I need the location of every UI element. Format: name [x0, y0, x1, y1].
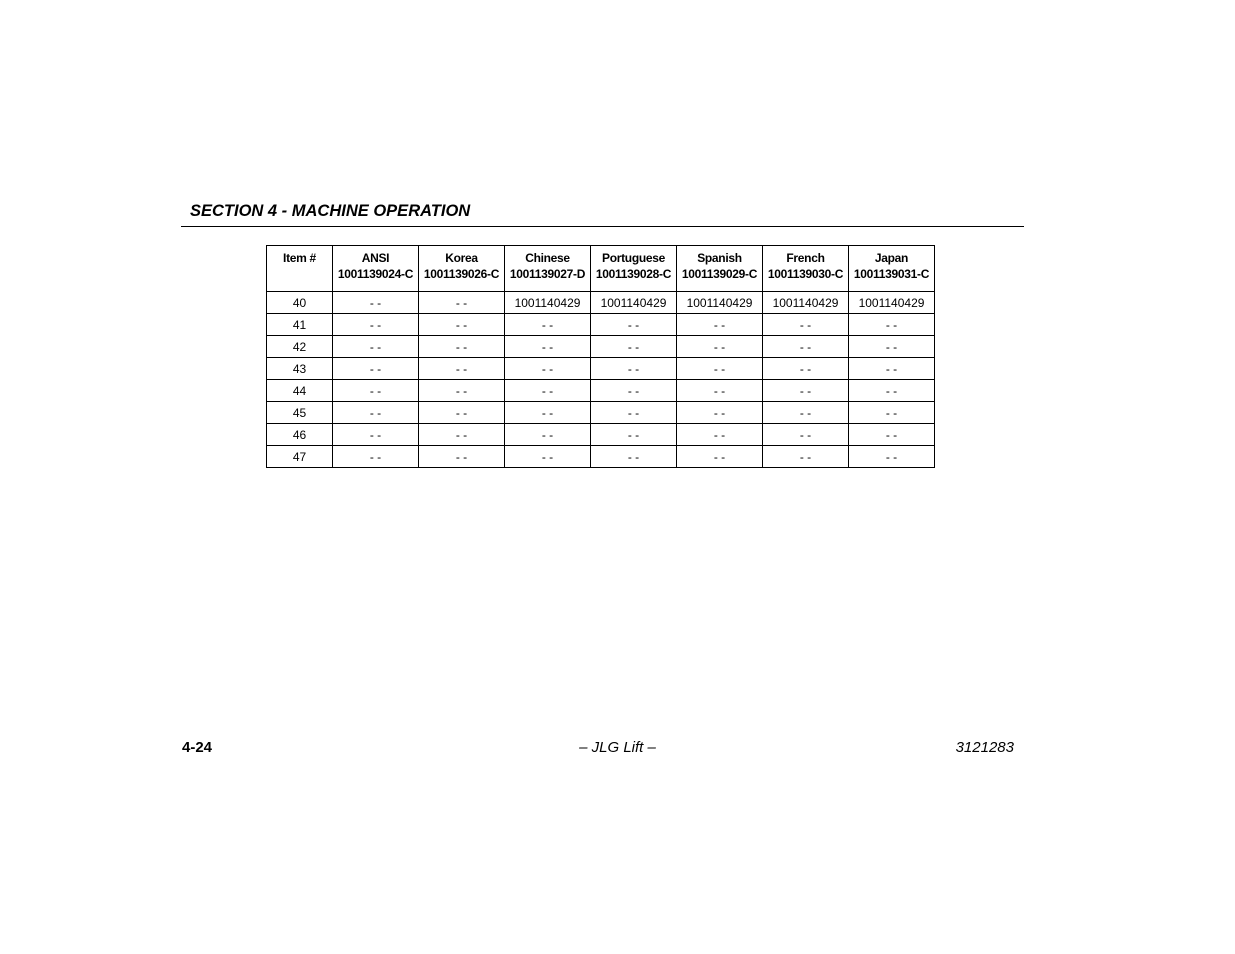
part-number-cell: - - [763, 314, 849, 336]
part-number-cell: - - [763, 446, 849, 468]
part-number-cell: - - [763, 424, 849, 446]
item-number-cell: 40 [267, 292, 333, 314]
part-number-cell: - - [763, 336, 849, 358]
part-number-cell: 1001140429 [505, 292, 591, 314]
part-number-cell: - - [677, 402, 763, 424]
table-row [267, 358, 935, 380]
header-rule [181, 226, 1024, 227]
part-number-cell: - - [419, 336, 505, 358]
table-row [267, 314, 935, 336]
part-number-cell: - - [763, 380, 849, 402]
part-number-cell: 1001140429 [677, 292, 763, 314]
part-number-cell: - - [849, 336, 935, 358]
part-number-cell: - - [677, 358, 763, 380]
part-number-cell: - - [419, 358, 505, 380]
part-number-cell: - - [505, 402, 591, 424]
part-number-cell: - - [333, 402, 419, 424]
part-number-cell: - - [849, 446, 935, 468]
item-number-cell: 47 [267, 446, 333, 468]
document-number: 3121283 [955, 739, 1014, 756]
part-number-cell: - - [763, 402, 849, 424]
part-number-cell: - - [419, 380, 505, 402]
part-number-cell: - - [591, 336, 677, 358]
column-header: Korea 1001139026-C [419, 246, 505, 292]
part-number-cell: - - [849, 402, 935, 424]
item-column-header: Item # [267, 246, 333, 292]
part-number-cell: - - [419, 314, 505, 336]
part-number-cell: - - [591, 402, 677, 424]
table-row [267, 292, 935, 314]
part-number-cell: - - [419, 446, 505, 468]
part-number-cell: - - [333, 292, 419, 314]
part-number-cell: - - [505, 380, 591, 402]
part-number-cell: - - [591, 358, 677, 380]
table-row [267, 336, 935, 358]
column-header: Portuguese 1001139028-C [591, 246, 677, 292]
part-number-cell: - - [849, 380, 935, 402]
part-number-cell: - - [505, 358, 591, 380]
part-number-cell: - - [505, 446, 591, 468]
table-header-row [267, 246, 935, 292]
item-number-cell: 43 [267, 358, 333, 380]
column-header: Spanish 1001139029-C [677, 246, 763, 292]
table-body [267, 292, 935, 468]
item-number-cell: 42 [267, 336, 333, 358]
column-header: Chinese 1001139027-D [505, 246, 591, 292]
column-header: ANSI 1001139024-C [333, 246, 419, 292]
table-row [267, 424, 935, 446]
part-number-cell: 1001140429 [763, 292, 849, 314]
part-number-cell: - - [333, 380, 419, 402]
part-number-cell: - - [419, 424, 505, 446]
part-number-cell: - - [677, 446, 763, 468]
part-number-cell: - - [333, 314, 419, 336]
page-number: 4-24 [182, 739, 213, 756]
part-number-cell: 1001140429 [849, 292, 935, 314]
part-number-cell: - - [333, 446, 419, 468]
part-number-cell: - - [419, 402, 505, 424]
footer-title: – JLG Lift – [579, 739, 656, 756]
part-number-cell: - - [849, 314, 935, 336]
part-number-cell: - - [419, 292, 505, 314]
part-number-cell: - - [591, 446, 677, 468]
part-number-cell: - - [333, 358, 419, 380]
column-header: French 1001139030-C [763, 246, 849, 292]
part-number-cell: - - [677, 314, 763, 336]
part-number-cell: - - [849, 358, 935, 380]
part-number-cell: - - [591, 424, 677, 446]
section-title: SECTION 4 - MACHINE OPERATION [190, 202, 471, 220]
item-number-cell: 46 [267, 424, 333, 446]
part-number-cell: - - [677, 424, 763, 446]
parts-table [266, 245, 935, 468]
item-number-cell: 44 [267, 380, 333, 402]
part-number-cell: - - [591, 380, 677, 402]
part-number-cell: - - [505, 424, 591, 446]
part-number-cell: - - [763, 358, 849, 380]
part-number-cell: - - [677, 380, 763, 402]
part-number-cell: - - [333, 336, 419, 358]
part-number-cell: - - [505, 314, 591, 336]
part-number-cell: - - [849, 424, 935, 446]
item-number-cell: 45 [267, 402, 333, 424]
table-row [267, 446, 935, 468]
part-number-cell: - - [505, 336, 591, 358]
part-number-cell: - - [591, 314, 677, 336]
column-header: Japan 1001139031-C [849, 246, 935, 292]
part-number-cell: - - [333, 424, 419, 446]
table-row [267, 402, 935, 424]
item-number-cell: 41 [267, 314, 333, 336]
table-row [267, 380, 935, 402]
part-number-cell: 1001140429 [591, 292, 677, 314]
part-number-cell: - - [677, 336, 763, 358]
